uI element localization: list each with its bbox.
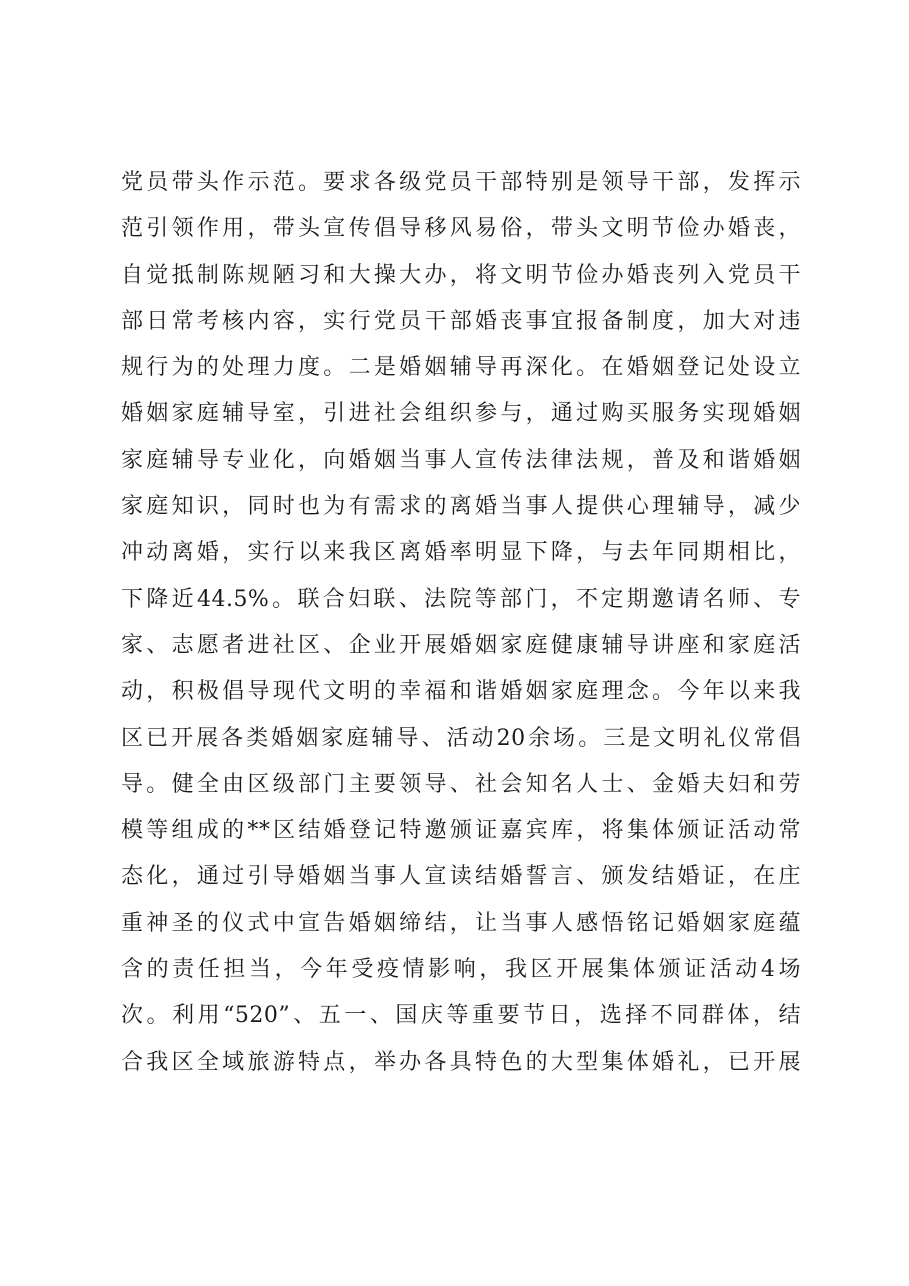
body-paragraph — [121, 160, 801, 1086]
text-line: 家庭知识，同时也为有需求的离婚当事人提供心理辅导，减少 — [121, 494, 801, 520]
text-line: 党员带头作示范。要求各级党员干部特别是领导干部，发挥示 — [121, 170, 801, 195]
text-line: 态化，通过引导婚姻当事人宣读结婚誓言、颁发结婚证，在庄 — [121, 864, 801, 890]
text-line: 次。利用“520”、五一、国庆等重要节日，选择不同群体，结 — [121, 1003, 801, 1029]
text-line: 区已开展各类婚姻家庭辅导、活动20余场。三是文明礼仪常倡 — [121, 725, 801, 751]
text-line: 婚姻家庭辅导室，引进社会组织参与，通过购买服务实现婚姻 — [121, 401, 801, 427]
text-line: 重神圣的仪式中宣告婚姻缔结，让当事人感悟铭记婚姻家庭蕴 — [121, 910, 801, 936]
text-line: 范引领作用，带头宣传倡导移风易俗，带头文明节俭办婚丧， — [121, 216, 801, 242]
text-line: 部日常考核内容，实行党员干部婚丧事宜报备制度，加大对违 — [121, 308, 801, 334]
text-line: 规行为的处理力度。二是婚姻辅导再深化。在婚姻登记处设立 — [121, 355, 801, 381]
text-line: 自觉抵制陈规陋习和大操大办，将文明节俭办婚丧列入党员干 — [121, 262, 801, 288]
text-line: 家庭辅导专业化，向婚姻当事人宣传法律法规，普及和谐婚姻 — [121, 447, 801, 473]
text-line: 家、志愿者进社区、企业开展婚姻家庭健康辅导讲座和家庭活 — [121, 632, 801, 658]
text-line: 含的责任担当，今年受疫情影响，我区开展集体颁证活动4场 — [121, 957, 801, 983]
text-line: 下降近44.5%。联合妇联、法院等部门，不定期邀请名师、专 — [121, 586, 801, 612]
text-line: 动，积极倡导现代文明的幸福和谐婚姻家庭理念。今年以来我 — [121, 679, 801, 705]
text-line: 冲动离婚，实行以来我区离婚率明显下降，与去年同期相比， — [121, 540, 801, 566]
text-line: 模等组成的**区结婚登记特邀颁证嘉宾库，将集体颁证活动常 — [121, 818, 801, 844]
text-line: 导。健全由区级部门主要领导、社会知名人士、金婚夫妇和劳 — [121, 771, 801, 797]
text-line: 合我区全域旅游特点，举办各具特色的大型集体婚礼，已开展 — [121, 1049, 801, 1075]
